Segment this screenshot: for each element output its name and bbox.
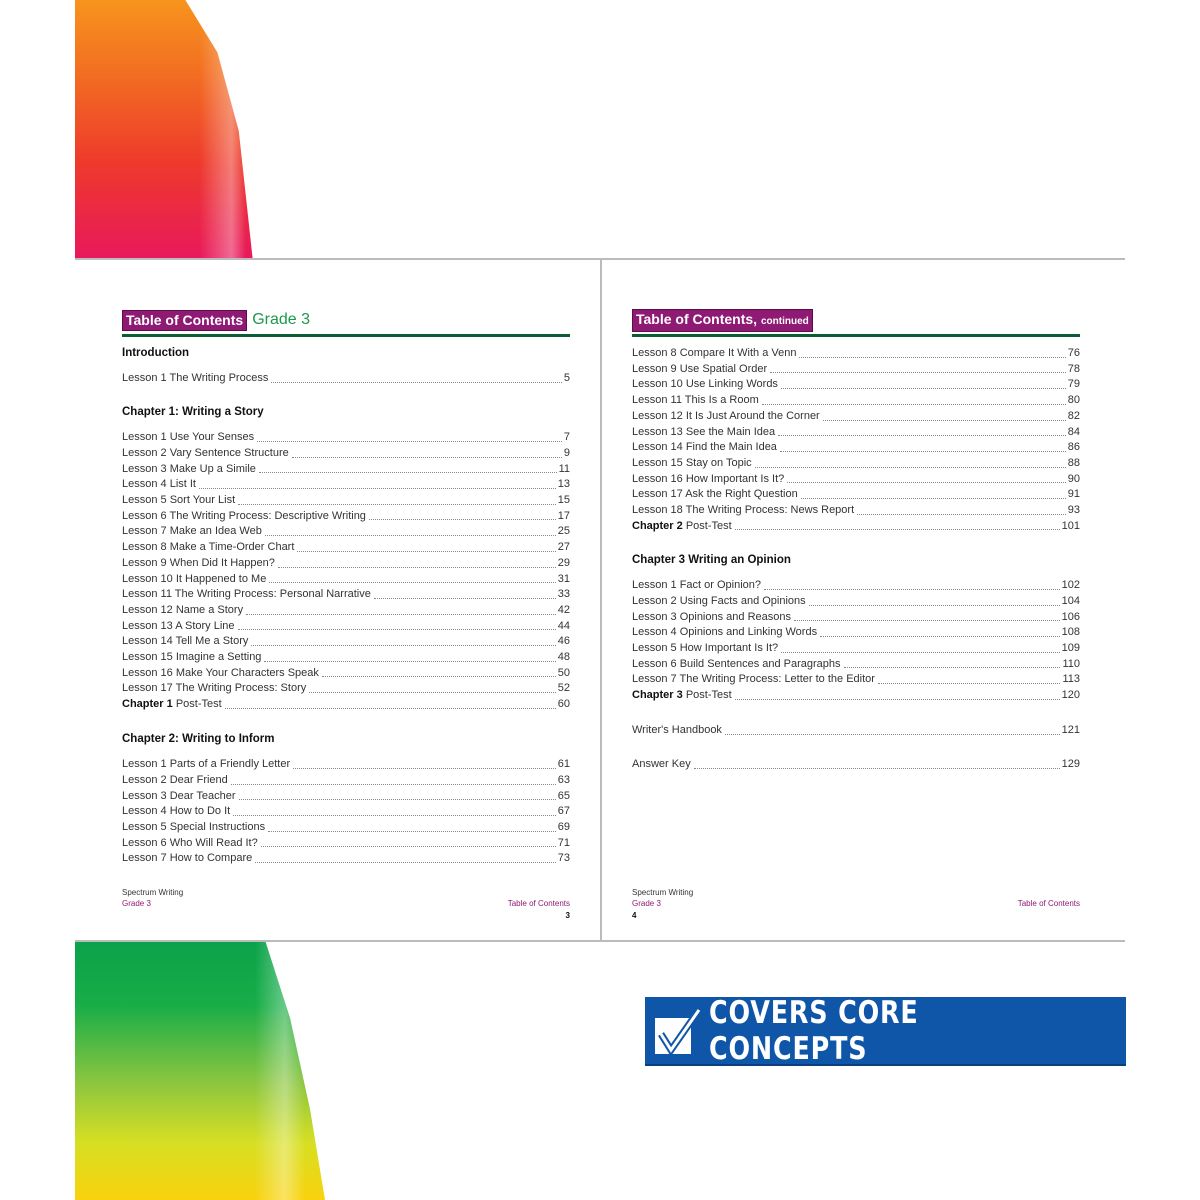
dot-leader	[809, 594, 1060, 606]
section-heading: Chapter 1: Writing a Story	[122, 406, 264, 418]
entry-label: Lesson 1 The Writing Process	[122, 372, 269, 385]
footer-grade: Grade 3	[632, 899, 661, 908]
entry-page-number: 15	[557, 494, 570, 507]
entry-title	[122, 650, 261, 666]
dot-leader	[261, 836, 556, 848]
green-yellow-cover-swoosh	[75, 940, 325, 1200]
entry-page-number: 7	[563, 431, 570, 444]
entry-chapter: Chapter 3	[632, 689, 683, 702]
page-gutter	[600, 260, 602, 940]
entry-page-number: 52	[557, 682, 570, 695]
entry-label: Lesson 14 Find the Main Idea	[632, 441, 777, 454]
entry-page-number: 129	[1061, 758, 1080, 770]
entry-label: Lesson 15 Imagine a Setting	[122, 651, 262, 664]
entry-title	[122, 446, 289, 462]
entry-title	[122, 587, 371, 603]
entry-page-number: 80	[1067, 394, 1080, 407]
dot-leader	[878, 672, 1061, 684]
entry-title	[632, 625, 817, 641]
toc-entry	[632, 425, 1080, 441]
toc-entry	[632, 657, 1080, 673]
entry-page-number: 91	[1067, 488, 1080, 501]
entry-label: Lesson 13 See the Main Idea	[632, 425, 776, 438]
toc-entry	[632, 723, 1080, 739]
entry-title	[122, 462, 256, 478]
entry-page-number: 84	[1067, 425, 1080, 438]
entry-title	[632, 641, 778, 657]
dot-leader	[857, 503, 1066, 515]
dot-leader	[369, 509, 556, 521]
entry-page-number: 79	[1067, 378, 1080, 391]
entry-label: Lesson 6 The Writing Process: Descriptive Writing	[122, 509, 366, 522]
toc-entry	[632, 641, 1080, 657]
entry-title	[122, 572, 266, 588]
entry-page-number: 109	[1061, 642, 1080, 655]
dot-leader	[264, 650, 555, 662]
toc-entry	[122, 697, 570, 713]
entry-label: Lesson 4 Opinions and Linking Words	[632, 626, 818, 639]
covers-core-concepts-banner	[645, 994, 1126, 1067]
entry-label: Lesson 3 Dear Teacher	[122, 789, 236, 802]
entry-title	[632, 346, 796, 362]
entry-title	[632, 503, 854, 519]
footer-grade: Grade 3	[122, 899, 151, 908]
dot-leader	[238, 619, 556, 631]
entry-page-number: 17	[557, 509, 570, 522]
entry-label: Lesson 12 It Is Just Around the Corner	[632, 409, 820, 422]
entry-label: Lesson 16 How Important Is It?	[632, 472, 785, 485]
toc-entry	[632, 456, 1080, 472]
entry-page-number: 31	[557, 572, 570, 585]
entry-label: Lesson 7 How to Compare	[122, 852, 253, 865]
toc-entry	[122, 477, 570, 493]
entry-title	[122, 556, 275, 572]
toc-entry	[122, 619, 570, 635]
toc-section	[632, 346, 1080, 534]
dot-leader	[257, 430, 562, 442]
left-page	[122, 260, 570, 940]
dot-leader	[269, 572, 555, 584]
toc-entry	[122, 634, 570, 650]
entry-title	[122, 836, 258, 852]
entry-label: Lesson 3 Make Up a Simile	[122, 462, 256, 475]
toc-entry	[122, 572, 570, 588]
entry-label: Lesson 16 Make Your Characters Speak	[122, 666, 319, 679]
dot-leader	[238, 493, 556, 505]
entry-title	[632, 672, 875, 688]
dot-leader	[799, 346, 1065, 358]
toc-entry	[122, 540, 570, 556]
toc-entry	[632, 519, 1080, 535]
dot-leader	[755, 456, 1066, 468]
dot-leader	[239, 789, 556, 801]
dot-leader	[801, 487, 1066, 499]
entry-page-number: 11	[558, 462, 570, 475]
entry-title	[632, 362, 767, 378]
toc-entry	[122, 836, 570, 852]
entry-label: Lesson 12 Name a Story	[122, 603, 244, 616]
entry-title	[122, 619, 235, 635]
entry-title	[122, 509, 366, 525]
entry-title	[632, 594, 806, 610]
footer-series: Spectrum Writing	[632, 888, 694, 897]
entry-label: Lesson 2 Using Facts and Opinions	[632, 594, 806, 607]
toc-entry	[122, 681, 570, 697]
entry-title	[122, 524, 262, 540]
entry-page-number: 61	[557, 758, 570, 771]
toc-entry	[632, 487, 1080, 503]
dot-leader	[225, 697, 556, 709]
toc-entry	[632, 362, 1080, 378]
toc-entry	[632, 409, 1080, 425]
entry-page-number: 113	[1062, 673, 1080, 686]
entry-label: Lesson 10 It Happened to Me	[122, 572, 267, 585]
dot-leader	[764, 578, 1060, 590]
entry-label: Lesson 17 Ask the Right Question	[632, 488, 798, 501]
toc-entry	[122, 757, 570, 773]
entry-page-number: 63	[557, 773, 570, 786]
toc-entry	[122, 446, 570, 462]
entry-label: Post-Test	[685, 519, 732, 532]
entry-page-number: 108	[1061, 626, 1080, 639]
dot-leader	[199, 477, 556, 489]
toc-entry	[632, 757, 1080, 773]
toc-entry	[122, 666, 570, 682]
dot-leader	[251, 634, 555, 646]
entry-label: Lesson 11 The Writing Process: Personal Narrative	[122, 588, 371, 601]
entry-label: Lesson 18 The Writing Process: News Report	[632, 504, 855, 517]
checkbox-check-icon	[655, 1008, 697, 1054]
entry-page-number: 44	[557, 619, 570, 632]
footer-section: Table of Contents	[507, 899, 570, 908]
entry-label: Lesson 4 List It	[122, 478, 196, 491]
entry-label: Lesson 5 How Important Is It?	[632, 642, 779, 655]
toc-entry	[122, 371, 570, 387]
entry-label: Lesson 11 This Is a Room	[632, 394, 759, 407]
entry-title	[122, 804, 230, 820]
right-page	[632, 260, 1080, 940]
header-rule	[122, 334, 570, 337]
toc-entry	[122, 430, 570, 446]
entry-label: Lesson 7 Make an Idea Web	[122, 525, 262, 538]
header-rule	[632, 334, 1080, 337]
entry-label: Lesson 1 Use Your Senses	[122, 431, 255, 444]
toc-entry	[632, 503, 1080, 519]
entry-title	[122, 773, 228, 789]
entry-label: Lesson 1 Fact or Opinion?	[632, 579, 762, 592]
entry-page-number: 93	[1067, 504, 1080, 517]
dot-leader	[787, 472, 1066, 484]
entry-title	[632, 487, 798, 503]
grade-label: Grade 3	[252, 311, 310, 328]
entry-page-number: 27	[557, 541, 570, 554]
entry-title	[632, 610, 791, 626]
entry-label: Lesson 3 Opinions and Reasons	[632, 610, 791, 623]
entry-page-number: 42	[557, 603, 570, 616]
entry-label: Lesson 10 Use Linking Words	[632, 378, 778, 391]
toc-title	[632, 309, 813, 332]
entry-label: Lesson 8 Make a Time-Order Chart	[122, 541, 295, 554]
dot-leader	[781, 641, 1060, 653]
entry-label: Writer's Handbook	[632, 724, 722, 736]
entry-page-number: 86	[1067, 441, 1080, 454]
dot-leader	[246, 603, 556, 615]
toc-entry	[632, 393, 1080, 409]
entry-page-number: 120	[1061, 689, 1080, 702]
banner-text: COVERS CORE CONCEPTS	[708, 994, 919, 1067]
toc-entry	[122, 650, 570, 666]
entry-page-number: 71	[557, 836, 570, 849]
entry-label: Lesson 14 Tell Me a Story	[122, 635, 249, 648]
page-footer	[122, 887, 570, 920]
entry-title	[122, 681, 306, 697]
toc-entry	[122, 789, 570, 805]
entry-page-number: 76	[1067, 347, 1080, 359]
toc-title: Table of Contents	[122, 310, 247, 331]
entry-title	[632, 425, 775, 441]
entry-title	[632, 377, 778, 393]
entry-label: Lesson 2 Vary Sentence Structure	[122, 446, 289, 459]
section-heading: Chapter 2: Writing to Inform	[122, 733, 275, 745]
entry-page-number: 82	[1067, 409, 1080, 422]
entry-page-number: 33	[557, 588, 570, 601]
entry-page-number: 102	[1061, 579, 1080, 592]
entry-title	[122, 666, 319, 682]
entry-title	[632, 393, 759, 409]
entry-page-number: 90	[1067, 472, 1080, 485]
entry-label: Lesson 5 Special Instructions	[122, 821, 266, 834]
entry-title	[122, 820, 265, 836]
dot-leader	[265, 524, 556, 536]
entry-page-number: 65	[557, 789, 570, 802]
entry-title	[632, 472, 784, 488]
entry-page-number: 67	[557, 805, 570, 818]
entry-page-number: 73	[557, 852, 570, 865]
entry-label: Lesson 6 Build Sentences and Paragraphs	[632, 657, 841, 670]
entry-label: Lesson 9 When Did It Happen?	[122, 556, 275, 569]
entry-title	[122, 493, 235, 509]
dot-leader	[268, 820, 556, 832]
footer-section: Table of Contents	[1017, 899, 1080, 908]
dot-leader	[778, 425, 1066, 437]
dot-leader	[820, 625, 1060, 637]
entry-title	[632, 409, 820, 425]
dot-leader	[794, 610, 1060, 622]
toc-section	[122, 346, 570, 387]
entry-label: Lesson 2 Dear Friend	[122, 773, 228, 786]
toc-entry	[122, 773, 570, 789]
dot-leader	[292, 446, 562, 458]
entry-label: Lesson 8 Compare It With a Venn	[632, 347, 797, 359]
entry-title	[632, 657, 841, 673]
entry-label: Lesson 6 Who Will Read It?	[122, 836, 258, 849]
entry-title	[632, 519, 732, 535]
toc-entry	[632, 472, 1080, 488]
dot-leader	[278, 556, 556, 568]
entry-label: Post-Test	[175, 698, 222, 711]
toc-entry	[122, 462, 570, 478]
dot-leader	[271, 371, 562, 383]
toc-header	[122, 310, 310, 330]
entry-title	[122, 851, 252, 867]
toc-section	[122, 732, 570, 867]
entry-label: Lesson 4 How to Do It	[122, 805, 231, 818]
entry-page-number: 29	[557, 556, 570, 569]
toc-entry	[122, 493, 570, 509]
dot-leader	[770, 362, 1066, 374]
toc-entry	[632, 377, 1080, 393]
entry-page-number: 46	[557, 635, 570, 648]
toc-entry	[122, 804, 570, 820]
entry-chapter: Chapter 2	[632, 519, 683, 532]
page-footer	[632, 887, 1080, 920]
dot-leader	[231, 773, 556, 785]
dot-leader	[781, 377, 1066, 389]
entry-title	[122, 757, 290, 773]
entry-label: Lesson 5 Sort Your List	[122, 494, 236, 507]
entry-title	[632, 440, 777, 456]
entry-page-number: 5	[563, 372, 570, 385]
toc-entry	[122, 556, 570, 572]
entry-label: Lesson 7 The Writing Process: Letter to the Editor	[632, 673, 875, 686]
book-spread	[75, 258, 1125, 942]
toc-entry	[122, 509, 570, 525]
entry-title	[122, 603, 243, 619]
entry-title	[632, 456, 752, 472]
section-heading: Chapter 3 Writing an Opinion	[632, 554, 791, 566]
entry-title	[632, 578, 761, 594]
entry-label: Lesson 13 A Story Line	[122, 619, 235, 632]
dot-leader	[297, 540, 555, 552]
page-number: 3	[565, 911, 570, 920]
dot-leader	[725, 723, 1060, 735]
entry-title	[632, 757, 691, 773]
dot-leader	[762, 393, 1066, 405]
dot-leader	[259, 462, 557, 474]
entry-title	[122, 371, 268, 387]
entry-title	[122, 540, 294, 556]
entry-page-number: 101	[1061, 519, 1080, 532]
toc-entry	[632, 672, 1080, 688]
orange-red-cover-swoosh	[75, 0, 253, 262]
entry-page-number: 121	[1061, 724, 1080, 736]
entry-label: Post-Test	[685, 689, 732, 702]
entry-page-number: 88	[1067, 456, 1080, 469]
dot-leader	[735, 688, 1060, 700]
entry-page-number: 104	[1061, 594, 1080, 607]
toc-entry	[122, 820, 570, 836]
toc-entry	[632, 578, 1080, 594]
entry-title	[122, 634, 248, 650]
toc-entry	[122, 524, 570, 540]
toc-continued: continued	[760, 315, 809, 327]
entry-page-number: 25	[557, 525, 570, 538]
section-heading: Introduction	[122, 347, 190, 359]
dot-leader	[322, 666, 556, 678]
toc-section	[632, 757, 1080, 773]
entry-title	[122, 697, 222, 713]
entry-title	[122, 430, 254, 446]
toc-entry	[632, 688, 1080, 704]
entry-label: Lesson 17 The Writing Process: Story	[122, 682, 307, 695]
entry-page-number: 9	[563, 446, 570, 459]
toc-title-text: Table of Contents,	[636, 310, 758, 327]
entry-page-number: 13	[557, 478, 570, 491]
toc-entry	[632, 625, 1080, 641]
dot-leader	[309, 681, 556, 693]
toc-header	[632, 310, 813, 330]
dot-leader	[844, 657, 1061, 669]
entry-label: Lesson 1 Parts of a Friendly Letter	[122, 758, 291, 771]
entry-page-number: 50	[557, 666, 570, 679]
dot-leader	[233, 804, 556, 816]
dot-leader	[694, 757, 1060, 769]
toc-section	[122, 405, 570, 713]
dot-leader	[255, 851, 556, 863]
toc-section	[632, 553, 1080, 704]
dot-leader	[735, 519, 1060, 531]
entry-page-number: 48	[557, 651, 570, 664]
entry-title	[122, 477, 196, 493]
footer-series: Spectrum Writing	[122, 888, 184, 897]
entry-label: Lesson 15 Stay on Topic	[632, 456, 752, 469]
entry-page-number: 106	[1061, 610, 1080, 623]
entry-page-number: 78	[1067, 362, 1080, 375]
entry-title	[122, 789, 236, 805]
entry-chapter: Chapter 1	[122, 698, 173, 711]
entry-title	[632, 723, 722, 739]
toc-section	[632, 723, 1080, 739]
dot-leader	[780, 440, 1066, 452]
page-number: 4	[632, 911, 637, 920]
toc-entry	[632, 346, 1080, 362]
entry-page-number: 60	[557, 698, 570, 711]
dot-leader	[823, 409, 1066, 421]
toc-entry	[122, 851, 570, 867]
toc-entry	[122, 603, 570, 619]
toc-entry	[632, 594, 1080, 610]
entry-label: Lesson 9 Use Spatial Order	[632, 362, 768, 375]
entry-page-number: 110	[1062, 657, 1080, 670]
entry-title	[632, 688, 732, 704]
dot-leader	[374, 587, 556, 599]
entry-page-number: 69	[557, 821, 570, 834]
toc-entry	[632, 440, 1080, 456]
toc-entry	[122, 587, 570, 603]
dot-leader	[293, 757, 556, 769]
toc-entry	[632, 610, 1080, 626]
entry-label: Answer Key	[632, 758, 691, 770]
